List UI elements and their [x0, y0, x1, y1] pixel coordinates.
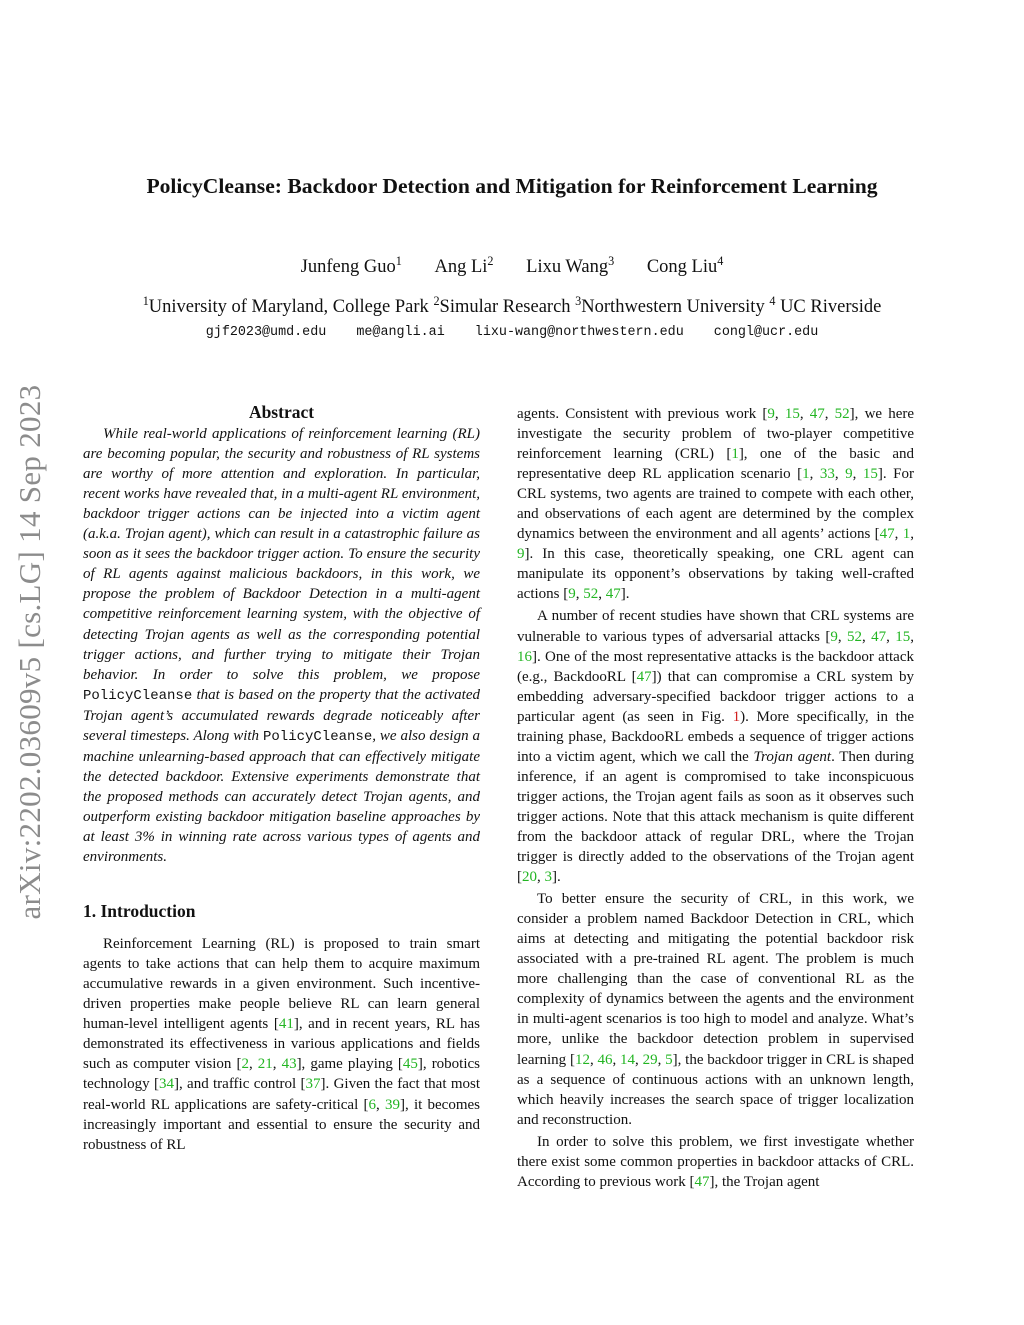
method-name: PolicyCleanse: [83, 687, 193, 704]
citation-link[interactable]: 20: [522, 869, 537, 886]
citation-link[interactable]: 37: [305, 1076, 321, 1093]
citation-link[interactable]: 15: [862, 466, 878, 483]
email: congl@ucr.edu: [713, 325, 819, 340]
citation-link[interactable]: 43: [281, 1056, 297, 1073]
citation-link[interactable]: 47: [636, 668, 652, 685]
citation-link[interactable]: 47: [879, 526, 895, 543]
citation-link[interactable]: 52: [847, 628, 862, 645]
citation-link[interactable]: 2: [241, 1056, 249, 1073]
citation-link[interactable]: 29: [642, 1051, 658, 1068]
citation-link[interactable]: 41: [278, 1016, 294, 1033]
citation-link[interactable]: 3: [544, 869, 552, 886]
paragraph: In order to solve this problem, we first investigate whether there exist some common properties in backdoor attacks of CRL. According to previous work [47], the Trojan agent: [517, 1133, 914, 1190]
citation-link[interactable]: 15: [784, 406, 800, 422]
paper-title: PolicyCleanse: Backdoor Detection and Mitigation for Reinforcement Learning: [146, 174, 878, 198]
citation-link[interactable]: 47: [605, 586, 621, 603]
right-column: [517, 404, 914, 1192]
author: Cong Liu$^4$: [646, 253, 724, 277]
abstract-heading: Abstract: [248, 402, 315, 422]
citation-link[interactable]: 34: [158, 1076, 174, 1093]
citation-link[interactable]: 52: [583, 586, 599, 603]
paragraph: A number of recent studies have shown that CRL systems are vulnerable to various types of adversarial attacks [9, 52, 47, 15, 16]. One of the most representative attacks is the backdoor attack (e.g., BackdooRL [47]) that can compromise a CRL system by embedding adversary-specified backdoor trigger actions to a particular agent (as seen in Fig. 1). More specifically, in the training phase, BackdooRL embeds a sequence of trigger actions into a victim agent, which we call the Trojan agent. Then during inference, if an agent is compromised to take inconspicuous trigger actions, the Trojan agent fails as soon as it observes such trigger actions. Note that this attack mechanism is quite different from the backdoor attack of regular DRL, where the Trojan trigger is directly added to the observations of the Trojan agent [20, 3].: [517, 608, 915, 886]
citation-link[interactable]: 16: [517, 648, 532, 665]
citation-link[interactable]: 52: [834, 406, 850, 422]
citation-link[interactable]: 5: [665, 1051, 673, 1068]
citation-link[interactable]: 47: [694, 1173, 710, 1190]
citation-link[interactable]: 21: [257, 1056, 273, 1073]
email: lixu-wang@northwestern.edu: [474, 325, 684, 340]
author: Ang Li$^2$: [434, 253, 494, 277]
citation-link[interactable]: 9: [568, 586, 576, 603]
figure-ref-link[interactable]: 1: [732, 708, 741, 725]
author: Junfeng Guo$^1$: [300, 253, 402, 277]
citation-link[interactable]: 6: [368, 1096, 376, 1113]
paragraph: Reinforcement Learning (RL) is proposed to train smart agents to take actions that can help them to acquire maximum accumulative rewards in a given environment. Such incentive-driven properties make people believe RL can learn general human-level intelligent agents [41], and in recent years, RL has demonstrated its effectiveness in various applications and fields such as computer vision [2, 21, 43], game playing [45], robotics technology [34], and traffic control [37]. Given the fact that most real-world RL applications are safety-critical [6, 39], it becomes increasingly important and essential to ensure the security and robustness of RL: [83, 936, 481, 1153]
method-name: PolicyCleanse: [263, 728, 373, 745]
citation-link[interactable]: 14: [620, 1051, 636, 1068]
section-heading: 1. Introduction: [83, 901, 196, 922]
arxiv-id: arXiv:2202.03609v5 [cs.LG] 14 Sep 2023: [12, 384, 47, 920]
abstract-text: While real-world applications of reinforcement learning (RL) are becoming popular, the security and robustness of RL systems are worthy of more attention and exploration. In particular, recent works have revealed that, in a multi-agent RL environment, backdoor trigger actions can be injected into a victim agent (a.k.a. Trojan agent), which can result in a catastrophic failure as soon as it sees the backdoor trigger action. To ensure the security of RL agents against malicious backdoors, in this work, we propose the problem of Backdoor Detection in a multi-agent competitive reinforcement learning system, with the objective of detecting Trojan agents as well as the corresponding potential trigger actions, and further trying to mitigate their Trojan behavior. In order to solve this problem, we propose PolicyCleanse that is based on the property that the activated Trojan agent’s accumulated rewards degrade noticeably after several timesteps. Along with PolicyCleanse, we also design a machine unlearning-based approach that can effectively mitigate the detected backdoor. Extensive experiments demonstrate that the proposed methods can accurately detect Trojan agents, and outperform existing backdoor mitigation baseline approaches by at least 3% in winning rate across various types of agents and environments.: [83, 426, 480, 866]
citation-link[interactable]: 9: [767, 406, 775, 422]
citation-link[interactable]: 12: [574, 1051, 590, 1068]
citation-link[interactable]: 1: [802, 466, 810, 483]
citation-link[interactable]: 9: [830, 628, 838, 645]
paragraph: To better ensure the security of CRL, in this work, we consider a problem named Backdoor Detection in CRL, which aims at detecting and mitigating the potential backdoor risk associated with a pre-trained RL agent. The problem is much more challenging than the case of conventional RL as the complexity of dynamics between the agents and the environment in multi-agent scenarios is too high to model and analyze. What’s more, unlike the backdoor detection problem in supervised learning [12, 46, 14, 29, 5], the backdoor trigger in CRL is shaped as a sequence of continuous actions with an unknown length, which heavily increases the search space of trigger localization and reconstruction.: [517, 891, 914, 1128]
citation-link[interactable]: 9: [517, 546, 525, 563]
email: me@angli.ai: [356, 325, 445, 340]
author: Lixu Wang$^3$: [526, 253, 615, 277]
citation-link[interactable]: 39: [384, 1096, 400, 1113]
author-list: [0, 253, 1024, 278]
citation-link[interactable]: 47: [809, 406, 825, 422]
left-column: [83, 402, 480, 1155]
affiliations: $^1$University of Maryland, College Park $^2$Simular Research $^3$Northwestern University $^4$ UC Riverside: [142, 293, 882, 317]
citation-link[interactable]: 45: [402, 1056, 418, 1073]
citation-link[interactable]: 46: [597, 1051, 613, 1068]
citation-link[interactable]: 1: [902, 526, 911, 543]
citation-link[interactable]: 33: [819, 466, 835, 483]
paragraph: agents. Consistent with previous work [9, 15, 47, 52], we here investigate the security problem of two-player competitive reinforcement learning (CRL) [1], one of the basic and representative deep RL application scenario [1, 33, 9, 15]. For CRL systems, two agents are trained to compete with each other, and observations of each agent are determined by the complex dynamics between the environment and all agents’ actions [47, 1, 9]. In this case, theoretically speaking, one CRL agent can manipulate its opponent’s observations by taking well-crafted actions [9, 52, 47].: [517, 406, 915, 603]
citation-link[interactable]: 9: [845, 466, 853, 483]
email: gjf2023@umd.edu: [205, 325, 327, 340]
citation-link[interactable]: 15: [895, 628, 911, 645]
emphasis: Trojan agent: [753, 748, 832, 765]
author-emails: [0, 325, 1024, 340]
arxiv-sidebar-stamp: [4, 352, 56, 952]
citation-link[interactable]: 47: [871, 628, 887, 645]
citation-link[interactable]: 1: [731, 446, 739, 463]
